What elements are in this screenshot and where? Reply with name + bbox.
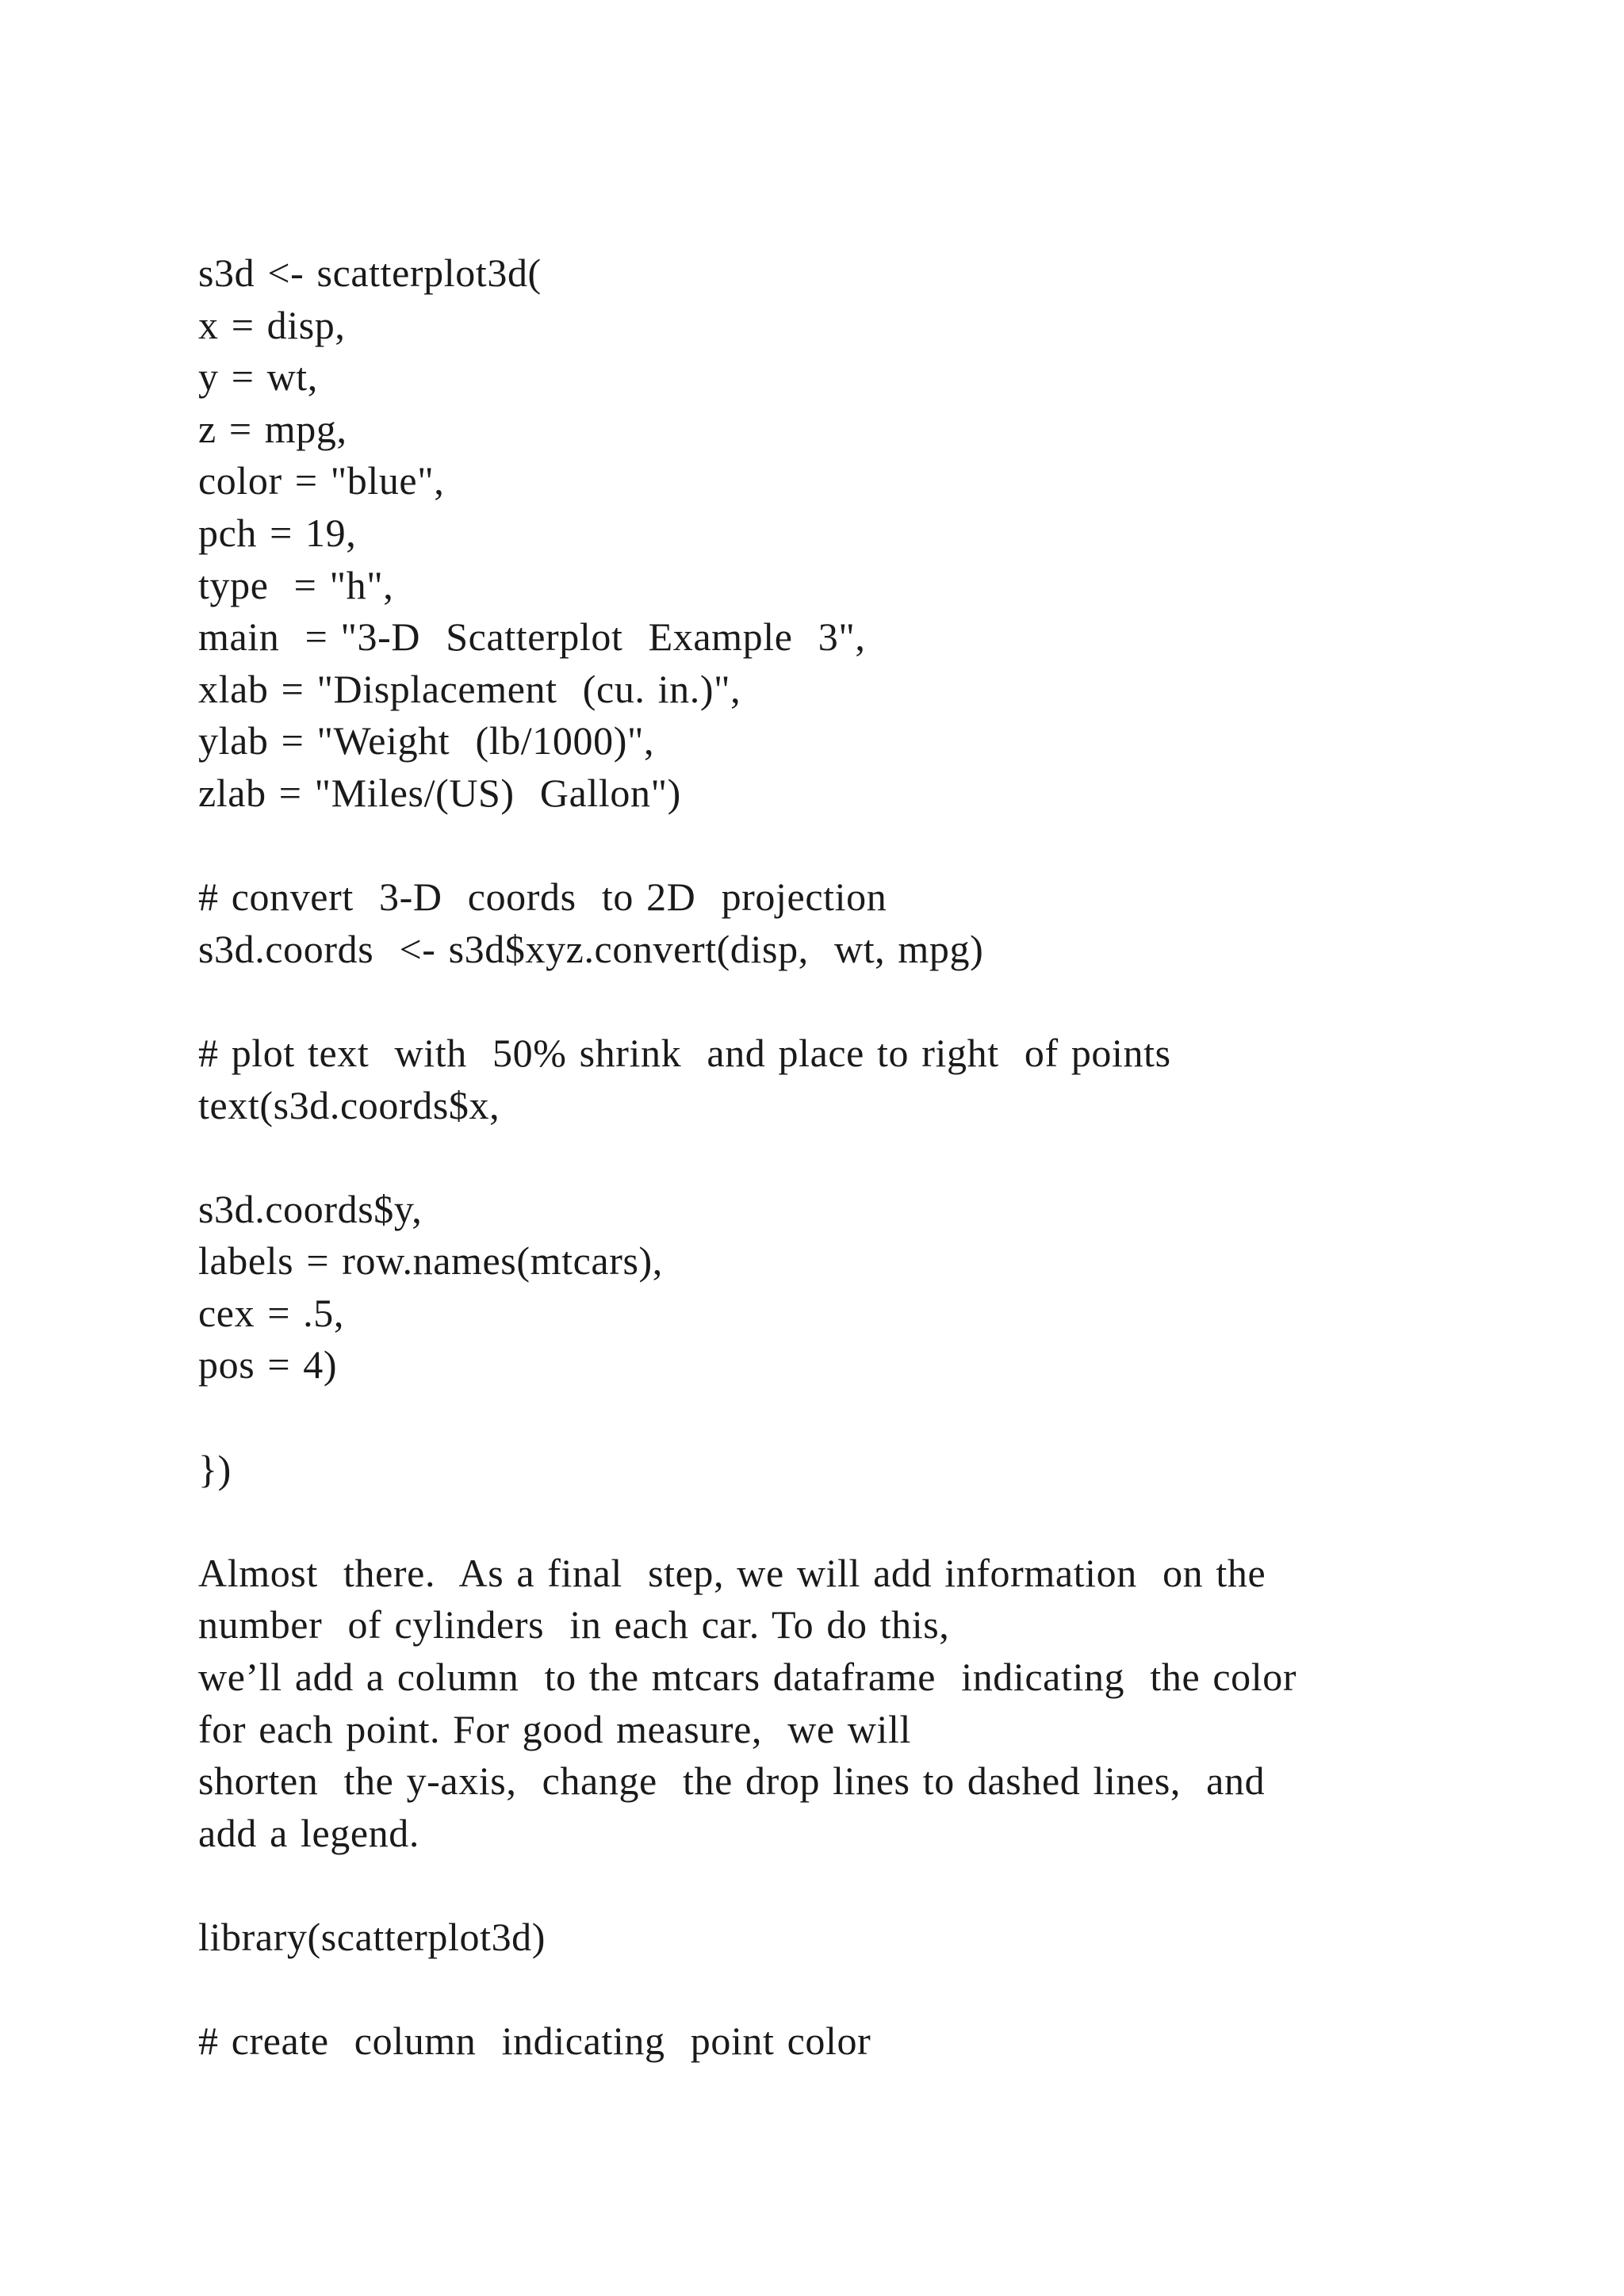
code-line: color = "blue", <box>198 458 445 503</box>
code-line: s3d.coords$y, <box>198 1186 423 1231</box>
code-line: s3d.coords <- s3d$xyz.convert(disp, wt, mpg) <box>198 926 984 971</box>
paragraph-line: add a legend. <box>198 1810 419 1855</box>
code-line: pos = 4) <box>198 1342 338 1387</box>
text-call-start <box>198 1027 1546 1131</box>
code-line: cex = .5, <box>198 1290 344 1335</box>
blank-line <box>198 1131 1546 1184</box>
scatterplot3d-call <box>198 247 1546 820</box>
code-line: xlab = "Displacement (cu. in.)", <box>198 666 741 711</box>
paragraph-line: number of cylinders in each car. To do this, <box>198 1602 950 1647</box>
code-line: y = wt, <box>198 354 318 400</box>
library-call <box>198 1911 1546 1964</box>
create-column-comment <box>198 2015 1546 2068</box>
paragraph-line: shorten the y-axis, change the drop lines to dashed lines, and <box>198 1758 1266 1804</box>
paragraph-line: we’ll add a column to the mtcars dataframe indicating the color <box>198 1655 1297 1700</box>
code-line: x = disp, <box>198 302 346 347</box>
code-comment: # convert 3-D coords to 2D projection <box>198 874 887 920</box>
code-line: labels = row.names(mtcars), <box>198 1238 663 1284</box>
text-call-args <box>198 1184 1546 1391</box>
code-line: library(scatterplot3d) <box>198 1915 546 1959</box>
blank-line <box>198 975 1546 1027</box>
blank-line <box>198 1859 1546 1911</box>
code-line: main = "3-D Scatterplot Example 3", <box>198 614 866 660</box>
explanation-paragraph <box>198 1548 1546 1860</box>
closing-brace <box>198 1444 1546 1496</box>
code-line: type = "h", <box>198 562 394 607</box>
code-line: ylab = "Weight (lb/1000)", <box>198 718 655 763</box>
coords-conversion <box>198 871 1546 975</box>
blank-line <box>198 1964 1546 2016</box>
paragraph-line: Almost there. As a final step, we will add information on the <box>198 1550 1266 1595</box>
code-line: z = mpg, <box>198 406 347 451</box>
code-line: text(s3d.coords$x, <box>198 1082 500 1127</box>
code-line: }) <box>198 1446 232 1491</box>
document-page <box>198 247 1546 2068</box>
code-line: pch = 19, <box>198 510 357 555</box>
blank-line <box>198 1391 1546 1444</box>
code-comment: # plot text with 50% shrink and place to right of points <box>198 1030 1171 1075</box>
code-line: zlab = "Miles/(US) Gallon") <box>198 770 681 815</box>
blank-line <box>198 1495 1546 1548</box>
code-comment: # create column indicating point color <box>198 2019 871 2064</box>
blank-line <box>198 820 1546 872</box>
paragraph-line: for each point. For good measure, we will <box>198 1706 911 1751</box>
code-line: s3d <- scatterplot3d( <box>198 251 542 295</box>
